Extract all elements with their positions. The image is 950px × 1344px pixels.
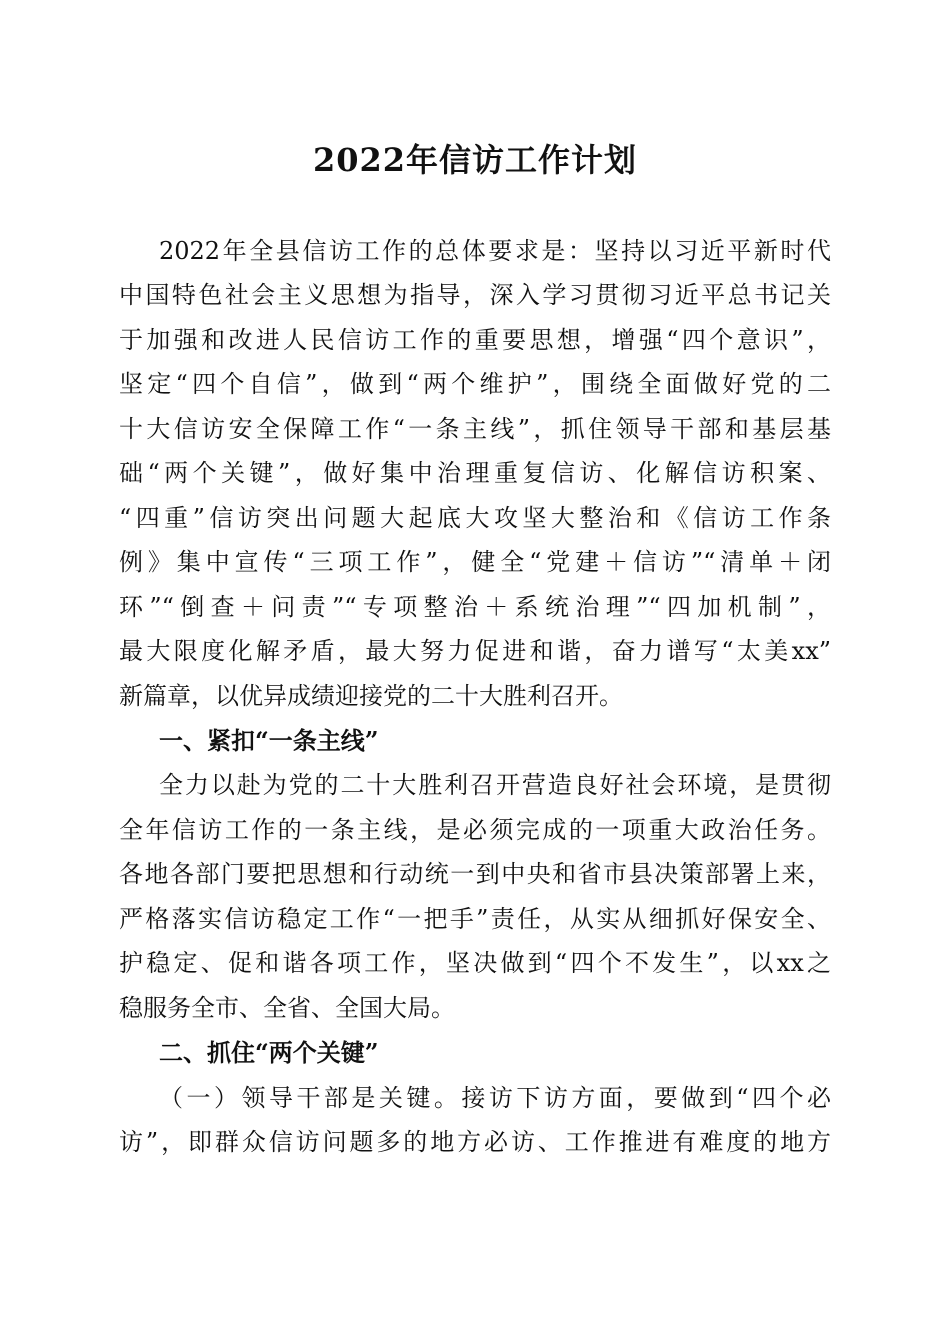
section-2-line-1: （一）领导干部是关键。接访下访方面，要做到“四个必 — [159, 1084, 831, 1112]
section-1-line-5: 护稳定、促和谐各项工作，坚决做到“四个不发生”，以xx之 — [119, 949, 831, 977]
intro-line-9: 环”“倒查＋问责”“专项整治＋系统治理”“四加机制”， — [119, 593, 831, 621]
intro-line-6: 础“两个关键”，做好集中治理重复信访、化解信访积案、 — [119, 459, 831, 487]
section-1-line-2: 全年信访工作的一条主线，是必须完成的一项重大政治任务。 — [119, 816, 831, 844]
section-2-heading: 二、抓住“两个关键” — [159, 1038, 379, 1067]
section-2-line-2: 访”，即群众信访问题多的地方必访、工作推进有难度的地方 — [119, 1128, 831, 1156]
section-1-line-3: 各地各部门要把思想和行动统一到中央和省市县决策部署上来， — [119, 860, 831, 888]
section-1-line-1: 全力以赴为党的二十大胜利召开营造良好社会环境，是贯彻 — [159, 771, 831, 799]
intro-line-2: 中国特色社会主义思想为指导，深入学习贯彻习近平总书记关 — [119, 281, 831, 309]
intro-line-1: 2022年全县信访工作的总体要求是：坚持以习近平新时代 — [159, 237, 831, 265]
intro-line-5: 十大信访安全保障工作“一条主线”，抓住领导干部和基层基 — [119, 415, 831, 443]
section-1-heading: 一、紧扣“一条主线” — [159, 726, 379, 755]
intro-line-7: “四重”信访突出问题大起底大攻坚大整治和《信访工作条 — [119, 504, 831, 532]
section-1-line-6: 稳服务全市、全省、全国大局。 — [119, 994, 455, 1022]
intro-line-11: 新篇章，以优异成绩迎接党的二十大胜利召开。 — [119, 682, 623, 710]
intro-line-4: 坚定“四个自信”，做到“两个维护”，围绕全面做好党的二 — [119, 370, 831, 398]
intro-line-8: 例》集中宣传“三项工作”，健全“党建＋信访”“清单＋闭 — [119, 548, 831, 576]
document-title: 2022年信访工作计划 — [312, 141, 638, 179]
section-1-line-4: 严格落实信访稳定工作“一把手”责任，从实从细抓好保安全、 — [119, 905, 831, 933]
intro-line-3: 于加强和改进人民信访工作的重要思想，增强“四个意识”， — [119, 326, 831, 354]
intro-line-10: 最大限度化解矛盾，最大努力促进和谐，奋力谱写“太美xx” — [119, 637, 831, 665]
